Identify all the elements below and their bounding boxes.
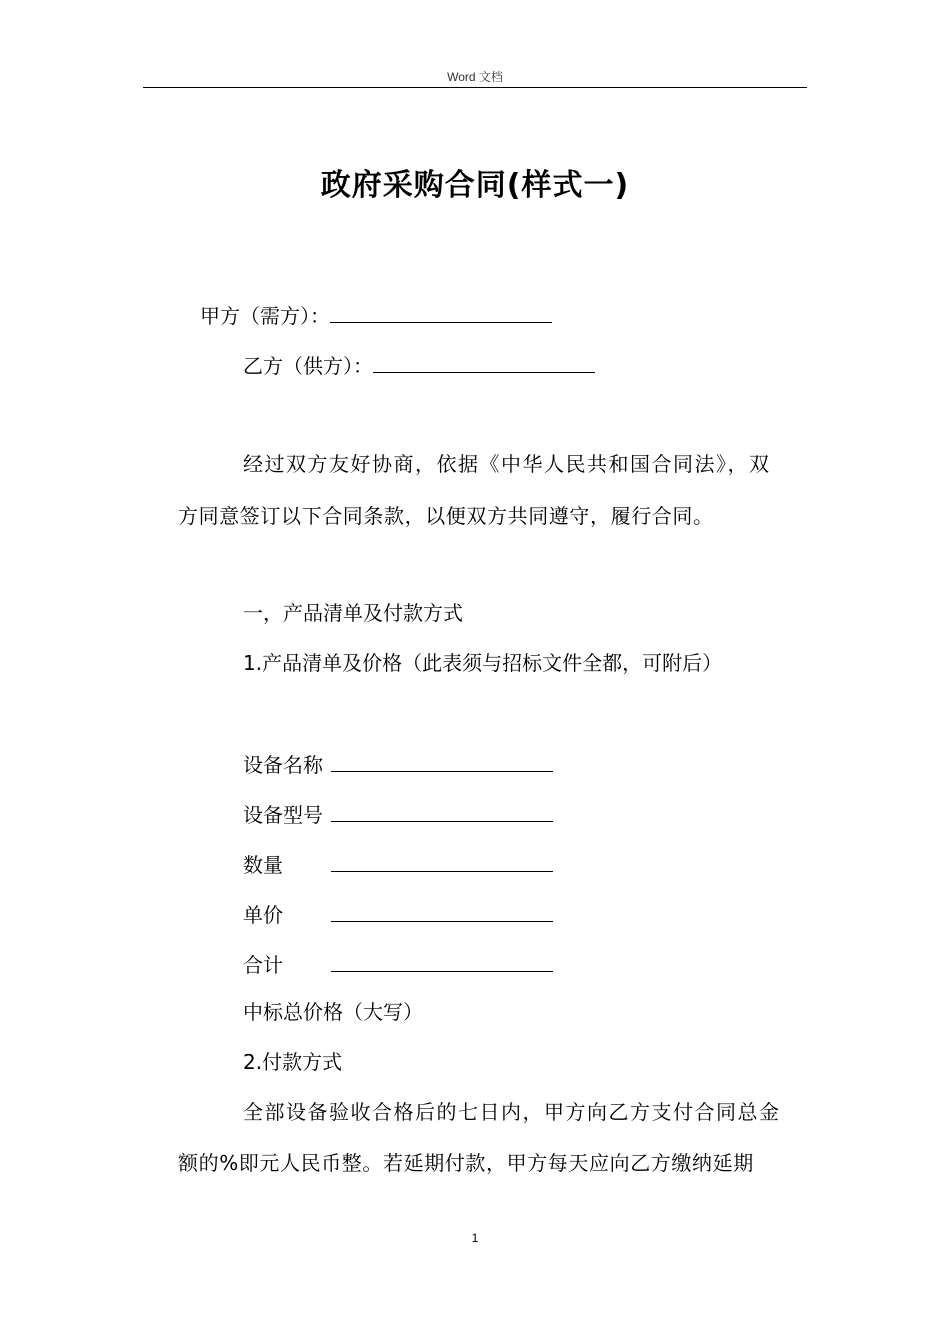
party-a-label: 甲方（需方）： (200, 304, 330, 328)
party-b-line (243, 352, 595, 378)
field-label-device-name: 设备名称 (243, 753, 323, 777)
payment-line-2: 额的%即元人民币整。若延期付款，甲方每天应向乙方缴纳延期 (178, 1151, 754, 1175)
field-blank (331, 951, 553, 972)
field-row (243, 901, 553, 927)
page-number: 1 (471, 1231, 479, 1245)
field-blank (331, 851, 553, 872)
field-blank (331, 901, 553, 922)
field-row (243, 751, 553, 777)
field-blank (331, 751, 553, 772)
page-header: Word 文档 (447, 70, 503, 84)
payment-line-1: 全部设备验收合格后的七日内，甲方向乙方支付合同总金 (243, 1100, 781, 1124)
party-a-blank (330, 302, 552, 323)
field-row (243, 951, 553, 977)
field-blank (331, 801, 553, 822)
document-title: 政府采购合同(样式一) (320, 168, 630, 203)
field-label-quantity: 数量 (243, 853, 283, 877)
section-1-heading: 一，产品清单及付款方式 (243, 601, 463, 625)
field-row (243, 851, 553, 877)
party-b-label: 乙方（供方）： (243, 354, 373, 378)
party-b-blank (373, 352, 595, 373)
header-divider (143, 87, 807, 88)
section-1-item-1: 1.产品清单及价格（此表须与招标文件全都，可附后） (243, 651, 723, 675)
field-label-device-model: 设备型号 (243, 803, 323, 827)
field-label-total: 合计 (243, 953, 283, 977)
field-label-unit-price: 单价 (243, 903, 283, 927)
total-price-label: 中标总价格（大写） (243, 1000, 423, 1024)
party-a-line (200, 302, 552, 328)
field-row (243, 801, 553, 827)
intro-line-1: 经过双方友好协商，依据《中华人民共和国合同法》，双 (243, 452, 771, 476)
section-1-item-2: 2.付款方式 (243, 1050, 343, 1074)
intro-line-2: 方同意签订以下合同条款，以便双方共同遵守，履行合同。 (178, 504, 714, 528)
